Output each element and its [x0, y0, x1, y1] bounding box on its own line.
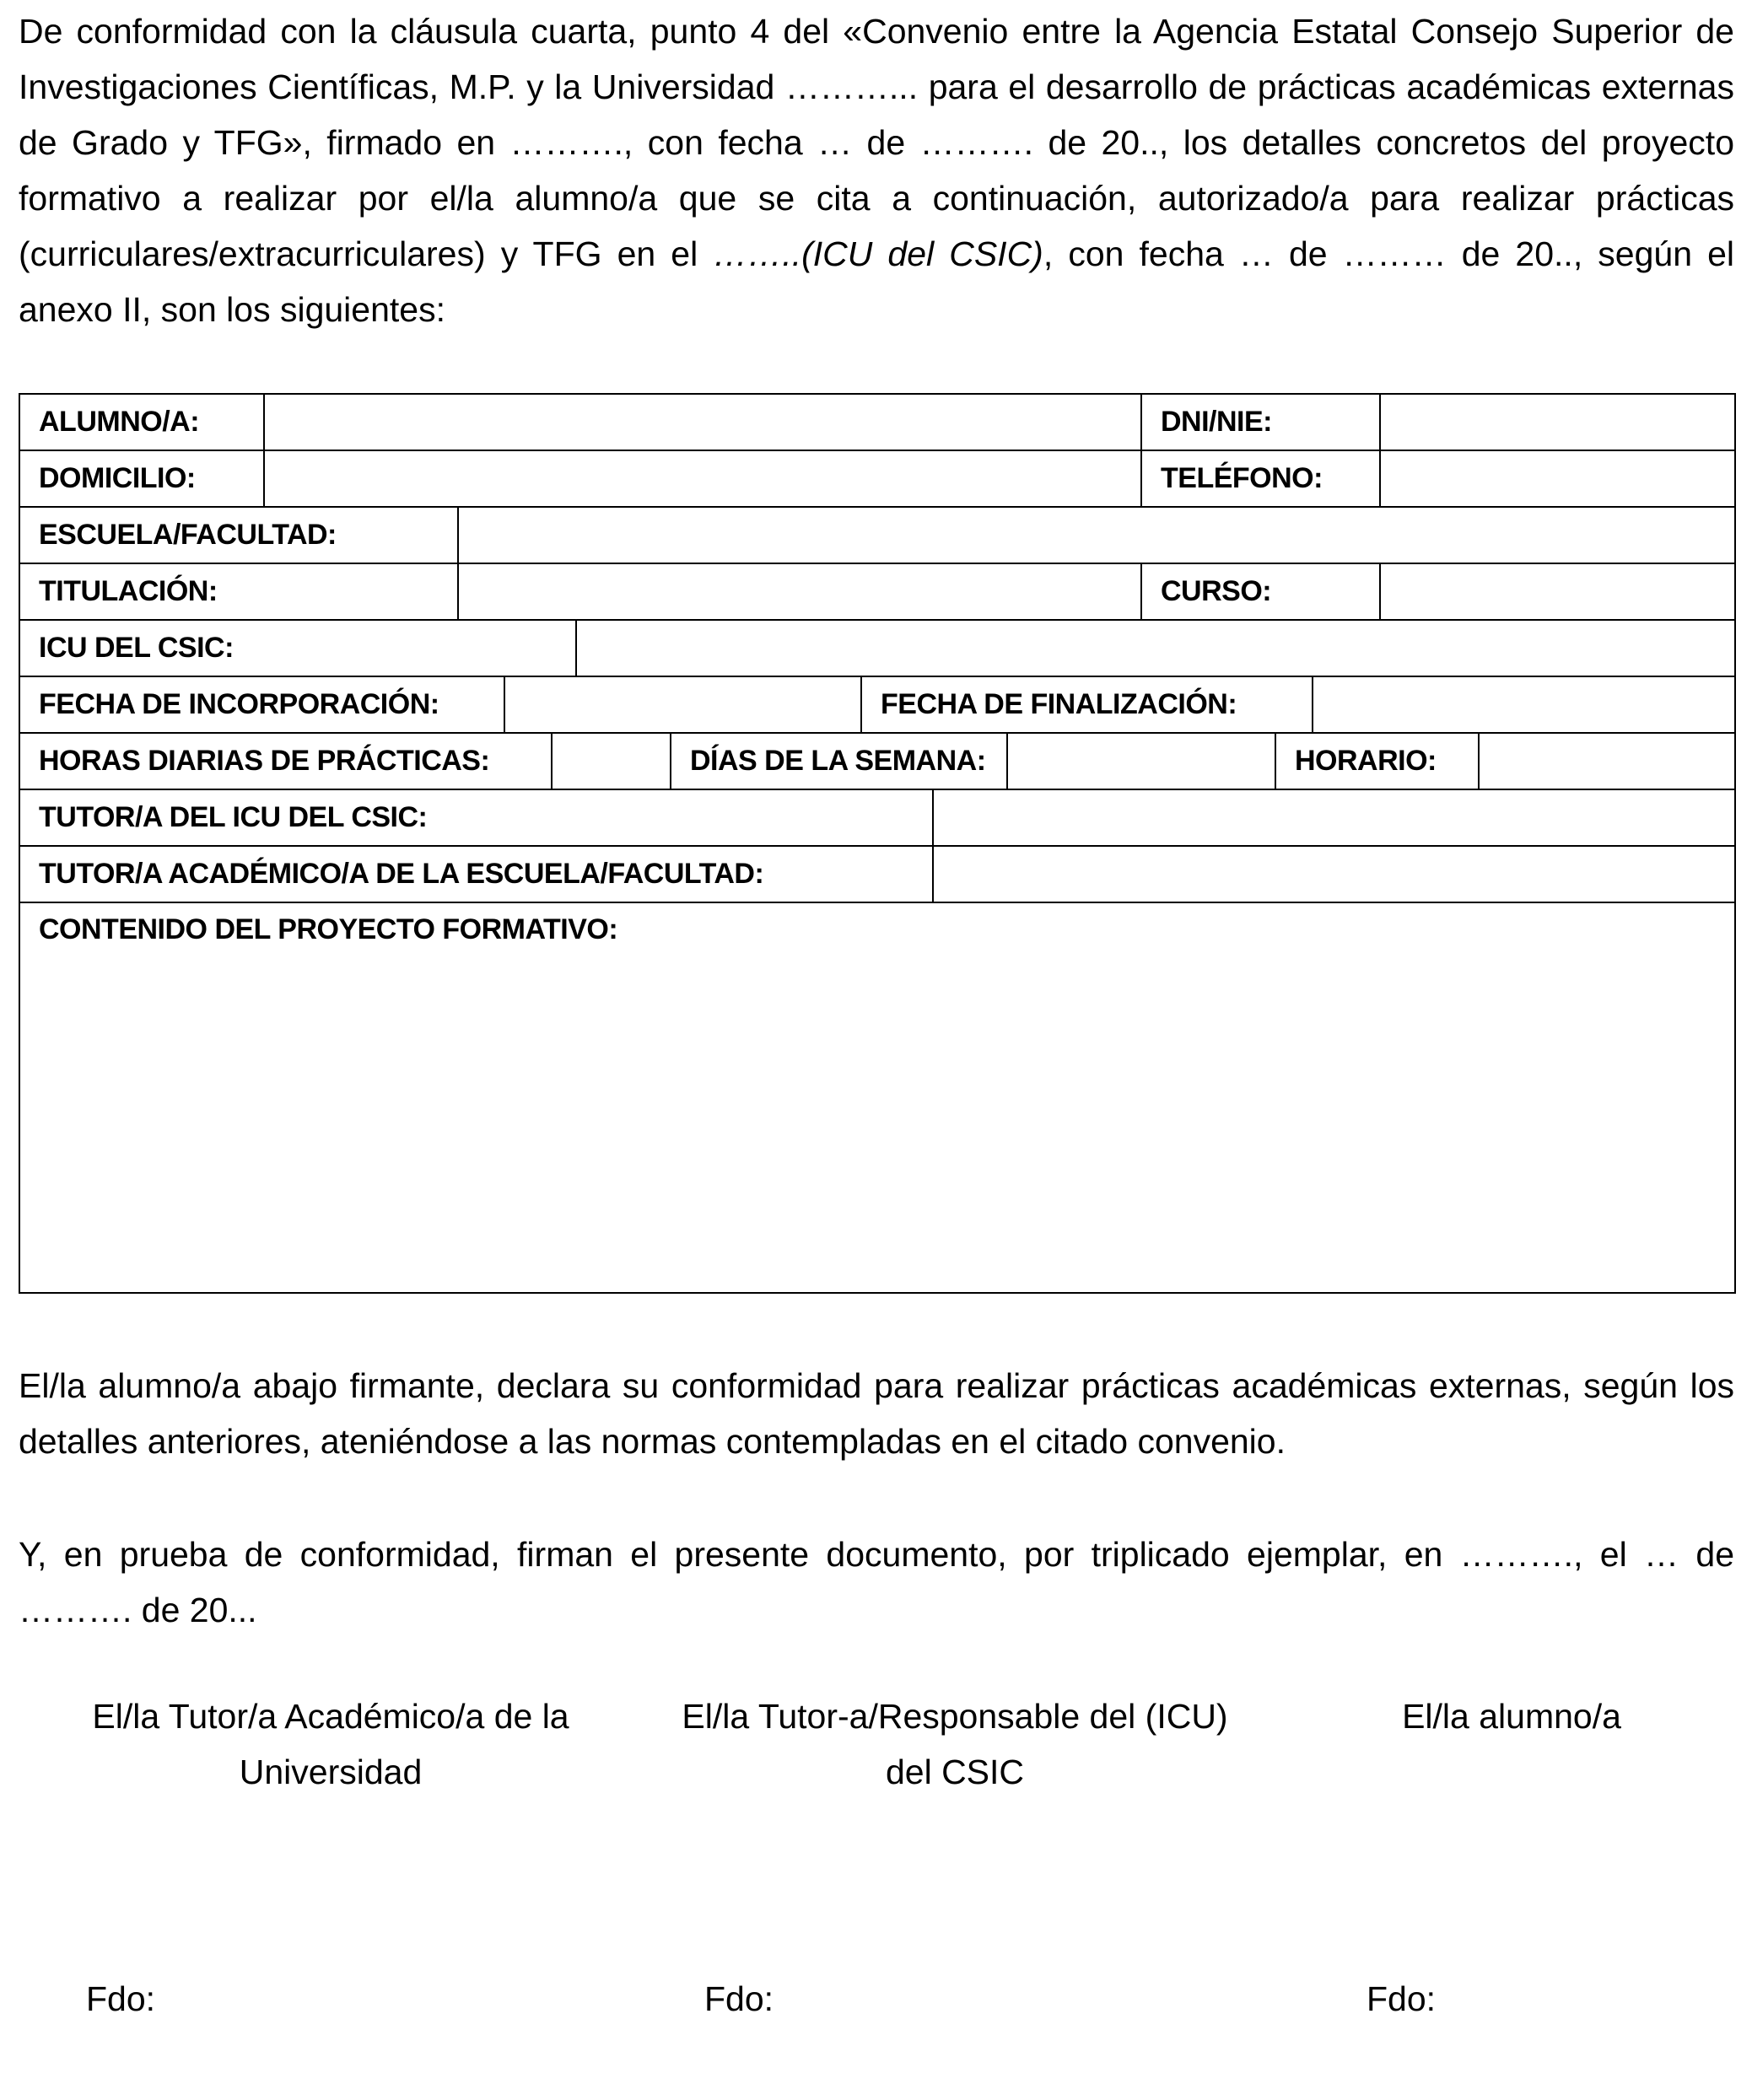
declaration-paragraph: El/la alumno/a abajo firmante, declara su conformidad para realizar prácticas académicas externas, según los detalles anteriores, ateniéndose a las normas contempladas en el citado convenio.: [19, 1366, 1734, 1461]
label-contenido-proyecto: CONTENIDO DEL PROYECTO FORMATIVO:: [19, 903, 1735, 1293]
label-telefono: TELÉFONO:: [1141, 451, 1380, 507]
field-horas-diarias[interactable]: [552, 734, 671, 789]
label-horas-diarias: HORAS DIARIAS DE PRÁCTICAS:: [19, 734, 552, 789]
signature-label: del CSIC: [885, 1753, 1025, 1791]
field-fecha-incorporacion[interactable]: [504, 677, 861, 733]
signature-label: El/la Tutor/a Académico/a de la: [92, 1697, 569, 1736]
intro-text-2: , con fecha … de ……… de 20.., según el anexo II, son los siguientes:: [19, 234, 1734, 329]
field-telefono[interactable]: [1380, 451, 1735, 507]
field-fecha-finalizacion[interactable]: [1313, 677, 1735, 733]
label-curso: CURSO:: [1141, 564, 1380, 620]
field-escuela[interactable]: [458, 508, 1735, 563]
signature-block-student: [1334, 1688, 1689, 1744]
signature-block-academic-tutor: [78, 1688, 584, 1800]
signature-label: El/la Tutor-a/Responsable del (ICU): [682, 1697, 1228, 1736]
label-tutor-academico: TUTOR/A ACADÉMICO/A DE LA ESCUELA/FACULTAD:: [19, 847, 933, 902]
signature-fdo-academic-tutor: Fdo:: [86, 1979, 156, 2018]
closing-paragraph: Y, en prueba de conformidad, firman el presente documento, por triplicado ejemplar, en ………., el … de ………. de 20...: [19, 1535, 1734, 1629]
label-tutor-icu: TUTOR/A DEL ICU DEL CSIC:: [19, 790, 933, 846]
signature-fdo-student: Fdo:: [1367, 1979, 1437, 2018]
field-titulacion[interactable]: [458, 564, 1141, 620]
intro-text-1: De conformidad con la cláusula cuarta, punto 4 del «Convenio entre la Agencia Estatal Consejo Superior de Investigaciones Científicas, M.P. y la Universidad ………... para el desarrollo de prácticas académicas externas de Grado y TFG», firmado en ………., con fecha … de ………. de 20.., los detalles concretos del proyecto formativo a realizar por el/la alumno/a que se cita a continuación, autorizado/a para realizar prácticas (curriculares/extracurriculares) y TFG en el: [19, 12, 1734, 273]
field-curso[interactable]: [1380, 564, 1735, 620]
field-horario[interactable]: [1479, 734, 1735, 789]
field-alumno[interactable]: [264, 394, 1141, 450]
field-tutor-academico[interactable]: [933, 847, 1735, 902]
label-domicilio: DOMICILIO:: [19, 451, 264, 507]
label-alumno: ALUMNO/A:: [19, 394, 264, 450]
label-icu: ICU DEL CSIC:: [19, 621, 576, 676]
label-horario: HORARIO:: [1275, 734, 1479, 789]
field-dni[interactable]: [1380, 394, 1735, 450]
label-dias-semana: DÍAS DE LA SEMANA:: [671, 734, 1007, 789]
label-titulacion: TITULACIÓN:: [19, 564, 458, 620]
training-project-form: [19, 393, 1736, 1294]
label-fecha-finalizacion: FECHA DE FINALIZACIÓN:: [861, 677, 1313, 733]
signature-label: El/la alumno/a: [1402, 1697, 1621, 1736]
signature-block-icu-tutor: [643, 1688, 1267, 1800]
field-tutor-icu[interactable]: [933, 790, 1735, 846]
field-icu[interactable]: [576, 621, 1735, 676]
signature-fdo-icu-tutor: Fdo:: [704, 1979, 774, 2018]
signature-label: Universidad: [239, 1753, 423, 1791]
field-dias-semana[interactable]: [1007, 734, 1275, 789]
label-dni: DNI/NIE:: [1141, 394, 1380, 450]
intro-paragraph: [19, 3, 1734, 337]
label-escuela: ESCUELA/FACULTAD:: [19, 508, 458, 563]
label-fecha-incorporacion: FECHA DE INCORPORACIÓN:: [19, 677, 504, 733]
intro-italic-icu: ……..(ICU del CSIC): [713, 234, 1043, 273]
field-domicilio[interactable]: [264, 451, 1141, 507]
